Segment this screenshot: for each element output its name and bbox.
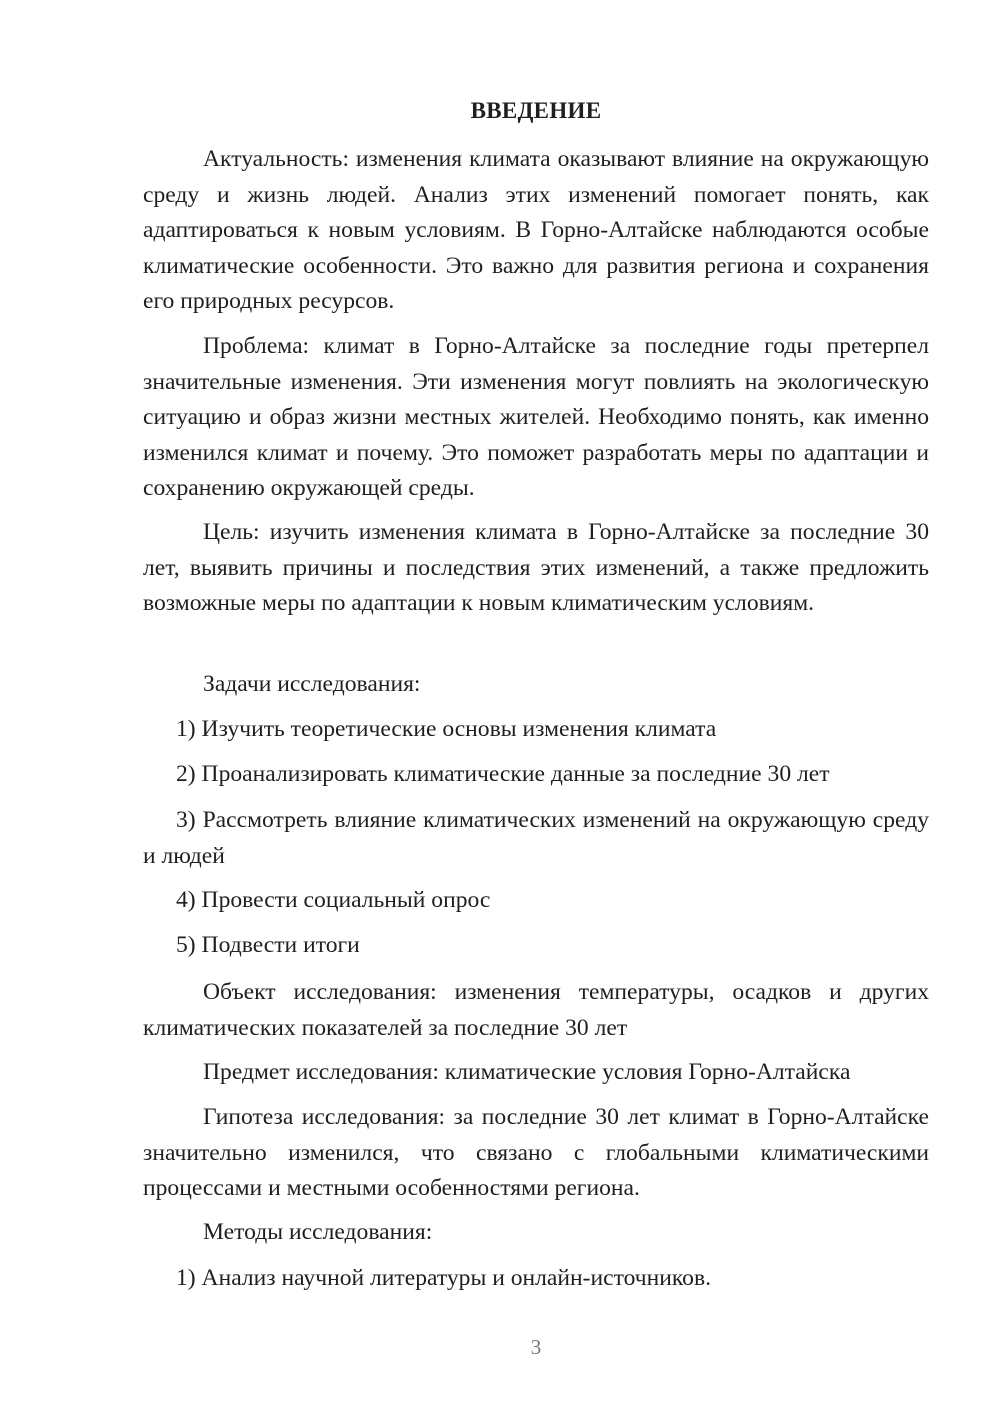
task-item: 2) Проанализировать климатические данные за последние 30 лет (176, 761, 830, 787)
page-title: ВВЕДЕНИЕ (470, 98, 602, 123)
page-number: 3 (530, 1335, 542, 1359)
task-item: 1) Изучить теоретические основы изменения климата (176, 716, 717, 742)
paragraph-relevance: Актуальность: изменения климата оказывают влияние на окружающую среду и жизнь людей. Анализ этих изменений помогает понять, как адаптироваться к новым условиям. В Горно-Алтайске наблюдаются особые климатические особенности. Это важно для развития региона и сохранения его природных ресурсов. (143, 146, 929, 315)
method-item: 1) Анализ научной литературы и онлайн-источников. (176, 1265, 712, 1291)
paragraph-problem: Проблема: климат в Горно-Алтайске за последние годы претерпел значительные изменения. Эти изменения могут повлиять на экологическую ситуацию и образ жизни местных жителей. Необходимо понять, как именно изменился климат и почему. Это поможет разработать меры по адаптации и сохранению окружающей среды. (143, 333, 929, 502)
methods-heading: Методы исследования: (203, 1219, 433, 1245)
task-item: 5) Подвести итоги (176, 932, 360, 958)
paragraph-subject: Предмет исследования: климатические условия Горно-Алтайска (203, 1059, 851, 1085)
tasks-heading: Задачи исследования: (203, 671, 421, 697)
paragraph-hypothesis: Гипотеза исследования: за последние 30 лет климат в Горно-Алтайске значительно изменился, что связано с глобальными климатическими процессами и местными особенностями региона. (143, 1104, 929, 1202)
paragraph-goal: Цель: изучить изменения климата в Горно-Алтайске за последние 30 лет, выявить причины и последствия этих изменений, а также предложить возможные меры по адаптации к новым климатическим условиям. (143, 519, 929, 617)
paragraph-object: Объект исследования: изменения температуры, осадков и других климатических показателей за последние 30 лет (143, 979, 929, 1041)
task-item: 3) Рассмотреть влияние климатических изменений на окружающую среду и людей (143, 807, 929, 869)
task-item: 4) Провести социальный опрос (176, 887, 491, 913)
